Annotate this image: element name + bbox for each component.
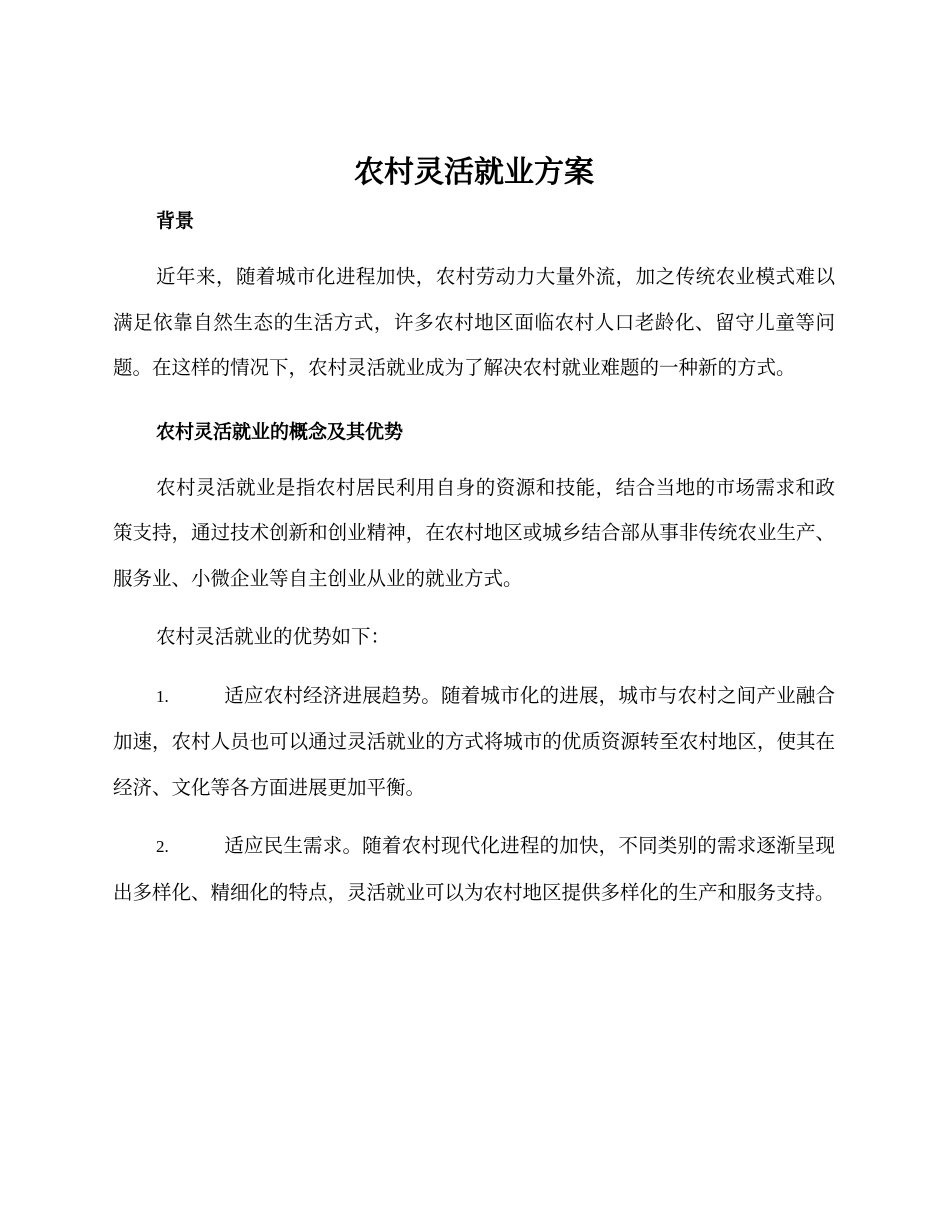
advantages-intro: 农村灵活就业的优势如下： [156,625,391,648]
document-body [113,150,835,915]
list-item-number: 1. [156,686,169,706]
document-title: 农村灵活就业方案 [354,155,594,190]
section-heading-background: 背景 [156,210,195,232]
list-item-number: 2. [156,837,169,856]
list-item [113,673,835,811]
list-item-text: 适应民生需求。随着农村现代化进程的加快，不同类别的需求逐渐呈现出多样化、精细化的特点，灵活就业可以为农村地区提供多样化的生产和服务支持。 [113,834,835,904]
section-heading-concept: 农村灵活就业的概念及其优势 [156,420,404,443]
list-item-text: 适应农村经济进展趋势。随着城市化的进展，城市与农村之间产业融合加速，农村人员也可以通过灵活就业的方式将城市的优质资源转至农村地区，使其在经济、文化等各方面进展更加平衡。 [113,683,835,799]
concept-paragraph: 农村灵活就业是指农村居民利用自身的资源和技能，结合当地的市场需求和政策支持，通过技术创新和创业精神，在农村地区或城乡结合部从事非传统农业生产、服务业、小微企业等自主创业从业的就业方式。 [113,475,835,590]
background-paragraph: 近年来，随着城市化进程加快，农村劳动力大量外流，加之传统农业模式难以满足依靠自然生态的生活方式，许多农村地区面临农村人口老龄化、留守儿童等问题。在这样的情况下，农村灵活就业成为了解决农村就业难题的一种新的方式。 [113,265,835,379]
list-item [113,823,835,915]
